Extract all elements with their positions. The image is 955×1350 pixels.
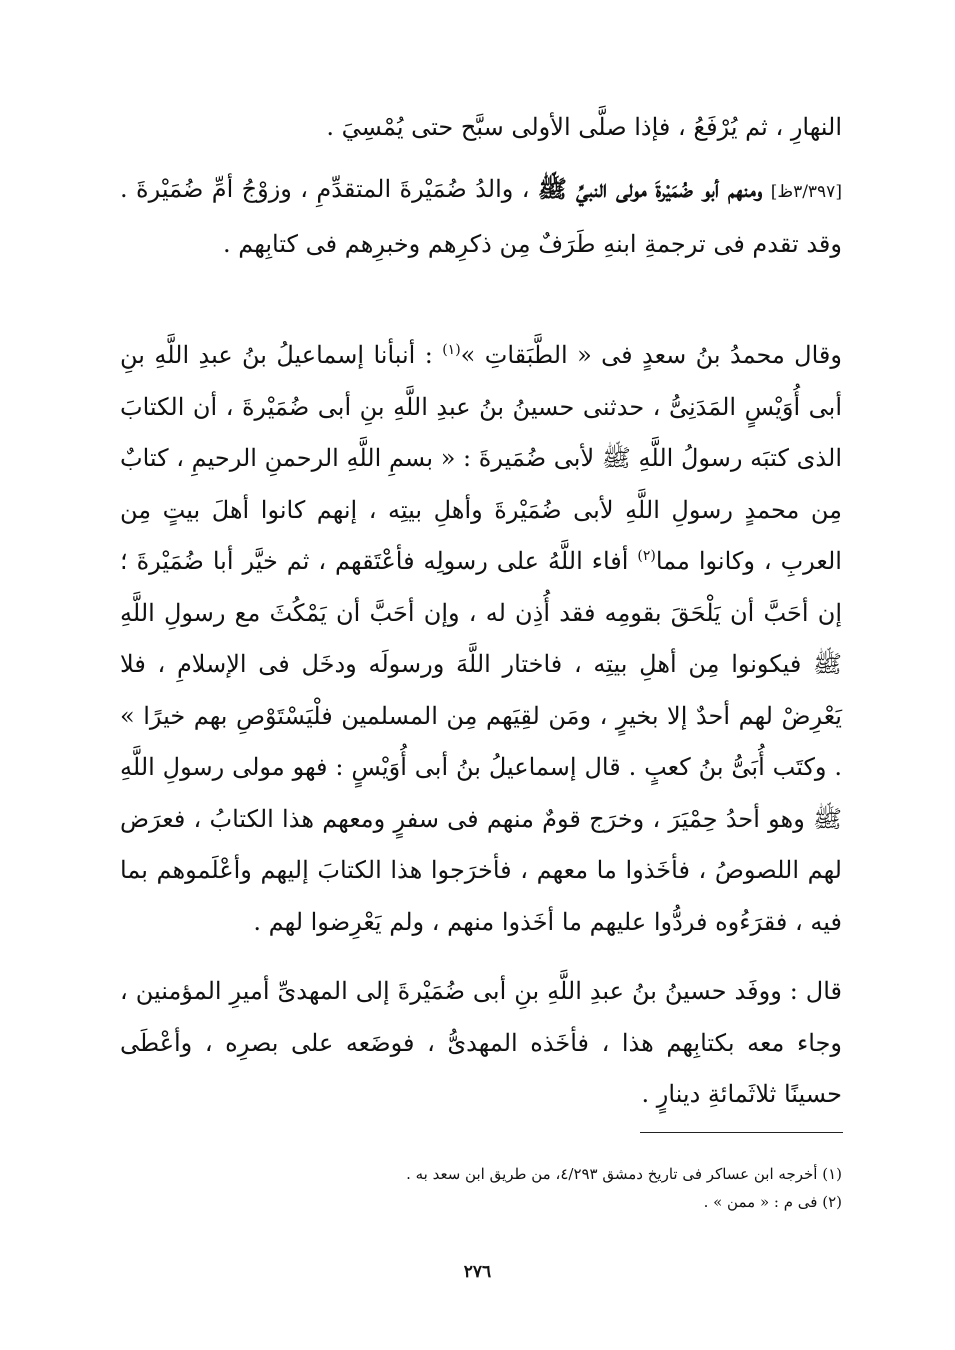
paragraph-text: : أنبأنا إسماعيلُ بنُ عبدِ اللَّهِ بنِ أبى أُوَيْسٍ المَدَنِىُّ ، حدثنى حسينُ بنُ عبدِ اللَّهِ بنِ أبى ضُمَيْرةَ ، أن الكتابَ الذى كتبَه رسولُ اللَّهِ ﷺ لأبى ضُمَيرةَ : « بسمِ اللَّهِ الرحمنِ الرحيمِ ، كتابٌ مِن محمدٍ رسولِ اللَّهِ لأبى ضُمَيْرةَ وأهلِ بيتِه ، إنهم كانوا أهلَ بيتٍ مِن العربِ ، وكانوا مما: [120, 341, 842, 575]
footnote-divider: [640, 1132, 843, 1133]
paragraph-text: قال : ووفَد حسينُ بنُ عبدِ اللَّهِ بنِ أبى ضُمَيْرةَ إلى المهدىِّ أميرِ المؤمنين ، وجاء معه بكتابِهم هذا ، فأخَذه المهدىُّ ، فوضَعه على بصرِه ، وأعْطَى حسينًا ثلاثَمائةِ دينارٍ .: [120, 977, 842, 1108]
paragraph-text: أفاء اللَّهُ على رسولِه فأعْتَقهم ، ثم خيَّر أبا ضُمَيْرةَ ؛ إن أحَبَّ أن يَلْحَقَ بقومِه فقد أُذِن له ، وإن أحَبَّ أن يَمْكُثَ مع رسولِ اللَّهِ ﷺ فيكونوا مِن أهلِ بيتِه ، فاختار اللَّهَ ورسولَه ودخَل فى الإسلامِ ، فلا يَعْرِضْ لهم أحدٌ إلا بخيرٍ ، ومَن لقِيَهم مِن المسلمين فلْيَسْتَوْصِ بهم خيرًا » . وكتَب أُبَىُّ بنُ كعبٍ . قال إسماعيلُ بنُ أبى أُوَيْسٍ : فهو مولى رسولِ اللَّهِ ﷺ وهو أحدُ حِمْيَرَ ، وخرَج قومٌ منهم فى سفرٍ ومعهم هذا الكتابُ ، فعرَض لهم اللصوصُ ، فأخَذوا ما معهم ، فأخرَجوا هذا الكتابَ إليهم وأعْلَموهم بما فيه ، فقرَءُوه فردُّوا عليهم ما أخَذوا منهم ، ولم يَعْرِضوا لهم .: [120, 547, 843, 936]
footnote-marker-2[interactable]: (٢): [637, 548, 656, 564]
paragraph-text: وقال محمدُ بنُ سعدٍ فى « الطَّبَقاتِ »: [460, 341, 842, 369]
paragraph-abu-dumaira: [120, 163, 842, 270]
page-number: ٢٧٦: [463, 1262, 492, 1282]
entry-heading: ومنهم أبو ضُمَيْرةَ مولى النبيِّ ﷺ: [537, 174, 763, 203]
paragraph-text: ، والدُ ضُمَيْرةَ المتقدِّمِ ، وزوْجُ أمِّ ضُمَيْرةَ . وقد تقدم فى ترجمةِ ابنهِ طَرَفٌ مِن ذكرِهم وخبرِهم فى كتابِهم .: [120, 175, 842, 258]
paragraph-continuation: [120, 102, 842, 154]
footnote-1: (١) أخرجه ابن عساكر فى تاريخ دمشق ٤/٢٩٣، من طريق ابن سعد به .: [406, 1165, 842, 1183]
paragraph-ibn-saad: [120, 330, 842, 948]
paragraph-mahdi: [120, 966, 842, 1121]
paragraph-text: النهارِ ، ثم يُرْفَعُ ، فإذا صلَّى الأولى سبَّح حتى يُمْسِيَ .: [326, 113, 842, 141]
footnote-marker-1[interactable]: (١): [442, 342, 461, 358]
footnote-2: (٢) فى م : « ممن » .: [703, 1193, 842, 1211]
manuscript-reference: [٣/٣٩٧ظ]: [770, 182, 842, 202]
footnotes: [120, 1160, 842, 1216]
